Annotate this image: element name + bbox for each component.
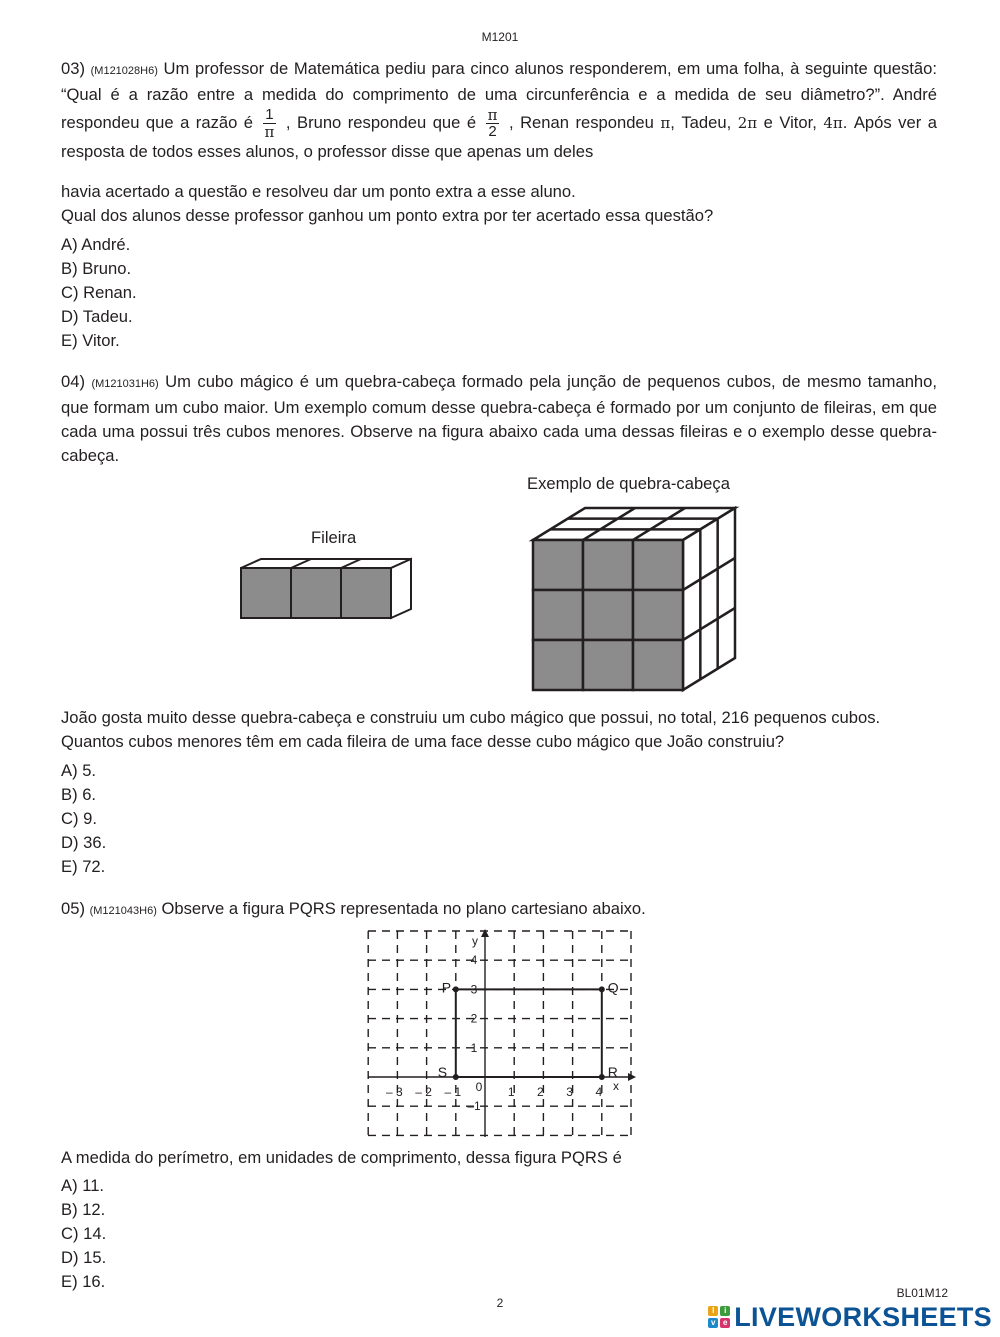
question-3-tadeu-prefix: Tadeu, (681, 112, 732, 132)
y-axis-label: y (472, 934, 478, 948)
question-3-option-e[interactable]: E) Vitor. (61, 331, 120, 350)
point-label-q: Q (607, 979, 619, 996)
question-5-body: Observe a figura PQRS representada no plano cartesiano abaixo. (161, 899, 646, 918)
row-front-cube (341, 568, 391, 618)
fraction-andre (263, 107, 277, 140)
point-q (599, 986, 605, 992)
y-tick-label: 1 (470, 1040, 478, 1055)
fraction-bruno-num: π (487, 106, 498, 124)
cube-front-cell (583, 590, 633, 640)
question-5-text (61, 897, 937, 923)
question-4-body: Um cubo mágico é um quebra-cabeça formado pela junção de pequenos cubos, de mesmo tamanho, que formam um cubo maior. Um exemplo comum desse quebra-cabeça é formado por um conjunto de fileiras, em que cada uma possui três cubos menores. Observe na figura abaixo cada uma dessas fileiras e o exemplo desse quebra-cabeça. (61, 372, 937, 465)
question-4-text2: João gosta muito desse quebra-cabeça e construiu um cubo mágico que possui, no total, 216 pequenos cubos. (61, 708, 881, 727)
point-label-p: P (441, 979, 452, 996)
cube-front-cell (633, 640, 683, 690)
figure-label-cube: Exemplo de quebra-cabeça (527, 474, 730, 493)
answer-tadeu: 2π (737, 113, 758, 132)
brand-logo[interactable] (708, 1302, 992, 1332)
x-tick-label: 3 (566, 1085, 573, 1099)
question-3-option-d[interactable]: D) Tadeu. (61, 307, 133, 326)
y-tick-label: 3 (470, 982, 478, 997)
question-3-line-last: havia acertado a questão e resolveu dar um ponto extra a esse aluno. (61, 182, 576, 201)
row-figure (241, 559, 411, 618)
y-tick-label: –1 (467, 1099, 481, 1114)
x-tick-label: 4 (595, 1085, 603, 1099)
liveworksheets-icon: l i v e (708, 1306, 730, 1328)
question-4-text (61, 370, 937, 468)
fraction-andre-num: 1 (263, 107, 277, 124)
question-4-number: 04) (61, 372, 85, 391)
x-tick-label: – 1 (444, 1085, 462, 1099)
question-5-option-c[interactable]: C) 14. (61, 1224, 107, 1243)
fraction-bruno (486, 107, 500, 140)
x-tick-label: 2 (537, 1085, 544, 1099)
fraction-bruno-den: 2 (488, 123, 497, 140)
cube-front-cell (533, 590, 583, 640)
point-p (453, 986, 459, 992)
question-5-question: A medida do perímetro, em unidades de comprimento, dessa figura PQRS é (61, 1148, 622, 1167)
answer-vitor: 4π (823, 113, 843, 132)
question-3-option-c[interactable]: C) Renan. (61, 283, 137, 302)
question-5-number: 05) (61, 899, 85, 918)
question-3-number: 03) (61, 59, 85, 78)
cartesian-plane (360, 925, 640, 1140)
y-axis-arrow (481, 929, 489, 937)
answer-renan: π (660, 113, 671, 132)
x-axis-arrow (628, 1073, 636, 1081)
cube-side-face (683, 508, 735, 690)
x-axis-label: x (613, 1079, 619, 1093)
row-top-face (241, 559, 411, 568)
point-label-r: R (607, 1064, 618, 1080)
question-3-text (61, 57, 937, 164)
cube-figure (533, 508, 735, 690)
y-tick-label: 2 (470, 1011, 478, 1026)
question-4-option-e[interactable]: E) 72. (61, 857, 106, 876)
question-3-mid1: , Bruno respondeu que é (285, 112, 477, 132)
point-label-s: S (437, 1064, 448, 1080)
question-5-option-a[interactable]: A) 11. (61, 1176, 105, 1195)
row-side-face (391, 559, 411, 618)
question-3-vitor-prefix: e Vitor, (763, 112, 817, 132)
question-3-mid3: , (670, 112, 675, 132)
footer-doc-code: BL01M12 (896, 1286, 948, 1300)
question-4-code: (M121031H6) (91, 378, 159, 390)
cube-front-cell (633, 590, 683, 640)
figure-label-row: Fileira (311, 528, 357, 547)
cube-front-cell (583, 640, 633, 690)
x-tick-label: – 3 (386, 1085, 403, 1099)
question-3-code: (M121028H6) (90, 65, 158, 77)
row-front-cube (291, 568, 341, 618)
x-tick-label: – 2 (415, 1085, 432, 1099)
cube-front-cell (583, 540, 633, 590)
header-code: M1201 (481, 30, 519, 44)
figure-pqrs (456, 989, 602, 1077)
question-3-after: . Após ver a resposta de todos esses alunos, o professor disse que apenas um deles (61, 112, 937, 161)
fraction-andre-den: π (264, 123, 275, 141)
cube-front-cell (533, 540, 583, 590)
question-5-option-b[interactable]: B) 12. (61, 1200, 106, 1219)
question-4-option-c[interactable]: C) 9. (61, 809, 97, 828)
question-4-question: Quantos cubos menores têm em cada fileira de uma face desse cubo mágico que João construiu? (61, 732, 785, 751)
point-r (599, 1074, 605, 1080)
question-3-question: Qual dos alunos desse professor ganhou um ponto extra por ter acertado essa questão? (61, 206, 714, 225)
page-number: 2 (496, 1296, 504, 1310)
question-3-mid2: , Renan respondeu (508, 112, 654, 132)
question-4-option-b[interactable]: B) 6. (61, 785, 97, 804)
question-5-option-d[interactable]: D) 15. (61, 1248, 107, 1267)
question-3-option-a[interactable]: A) André. (61, 235, 131, 254)
origin-label: 0 (475, 1080, 483, 1094)
x-tick-label: 1 (507, 1085, 515, 1099)
brand-name: LIVEWORKSHEETS (734, 1301, 992, 1332)
y-tick-label: 4 (470, 953, 478, 968)
cube-front-cell (633, 540, 683, 590)
question-3-option-b[interactable]: B) Bruno. (61, 259, 132, 278)
cube-front-cell (533, 640, 583, 690)
question-5-code: (M121043H6) (89, 905, 157, 917)
question-4-option-a[interactable]: A) 5. (61, 761, 97, 780)
point-s (453, 1074, 459, 1080)
question-5-option-e[interactable]: E) 16. (61, 1272, 106, 1291)
cube-figures (235, 505, 755, 700)
row-front-cube (241, 568, 291, 618)
question-3-line1: Um professor de Matemática pediu para cinco alunos responderem, em uma folha, à seguinte questão: “Qual é a razão entre a medida do comprimento de uma circunferência e a medida de seu diâmetro?”. André respondeu que a razão é (61, 59, 937, 132)
question-4-option-d[interactable]: D) 36. (61, 833, 107, 852)
